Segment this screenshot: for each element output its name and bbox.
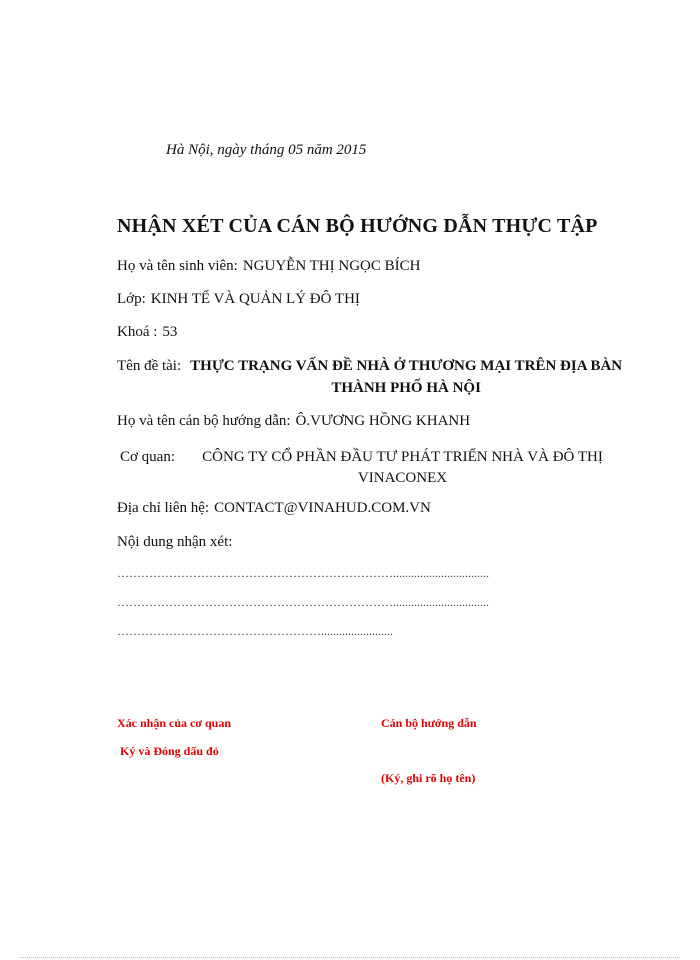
comment-dot-line: ……………………………………………………………................................ [117,566,489,580]
course-row [117,324,177,341]
student-label: Họ và tên sinh viên: [117,258,238,274]
course-value: 53 [162,324,178,340]
organization-value: CÔNG TY CỔ PHẦN ĐẦU TƯ PHÁT TRIỂN NHÀ VÀ ĐÔ THỊ VINACONEX [202,449,603,486]
document-title: NHẬN XÉT CỦA CÁN BỘ HƯỚNG DẪN THỰC TẬP [117,215,598,237]
student-row [117,258,420,275]
date-line: Hà Nội, ngày tháng 05 năm 2015 [166,142,367,158]
supervisor-row [117,413,470,430]
organization-label: Cơ quan: [120,449,176,465]
class-row [117,291,360,308]
topic-value: THỰC TRẠNG VẤN ĐỀ NHÀ Ở THƯƠNG MẠI TRÊN ĐỊA BÀN THÀNH PHỐ HÀ NỘI [190,358,623,396]
organization-row [120,447,625,489]
supervisor-title-label: Cán bộ hướng dẫn [381,716,477,730]
class-label: Lớp: [117,291,146,307]
page-bottom-divider [20,957,680,958]
contact-row [117,500,431,517]
contact-label: Địa chỉ liên hệ: [117,500,210,516]
supervisor-sign-label: (Ký, ghi rõ họ tên) [381,771,476,785]
student-value: NGUYỄN THỊ NGỌC BÍCH [242,258,421,274]
topic-label: Tên đề tài: [117,358,182,374]
agency-sign-label: Ký và Đóng dấu đỏ [120,744,219,758]
supervisor-value: Ô.VƯƠNG HỒNG KHANH [295,413,471,429]
agency-confirm-label: Xác nhận của cơ quan [117,716,232,730]
comment-label: Nội dung nhận xét: [117,534,233,550]
class-value: KINH TẾ VÀ QUẢN LÝ ĐÔ THỊ [150,291,360,307]
comment-dot-line: ……………………………………………………………................................ [117,595,489,609]
course-label: Khoá : [117,324,158,340]
comment-dot-line: ……………………………………………........................ [117,624,393,638]
supervisor-label: Họ và tên cán bộ hướng dẫn: [117,413,291,429]
topic-row [117,355,626,399]
contact-value: CONTACT@VINAHUD.COM.VN [214,500,431,516]
